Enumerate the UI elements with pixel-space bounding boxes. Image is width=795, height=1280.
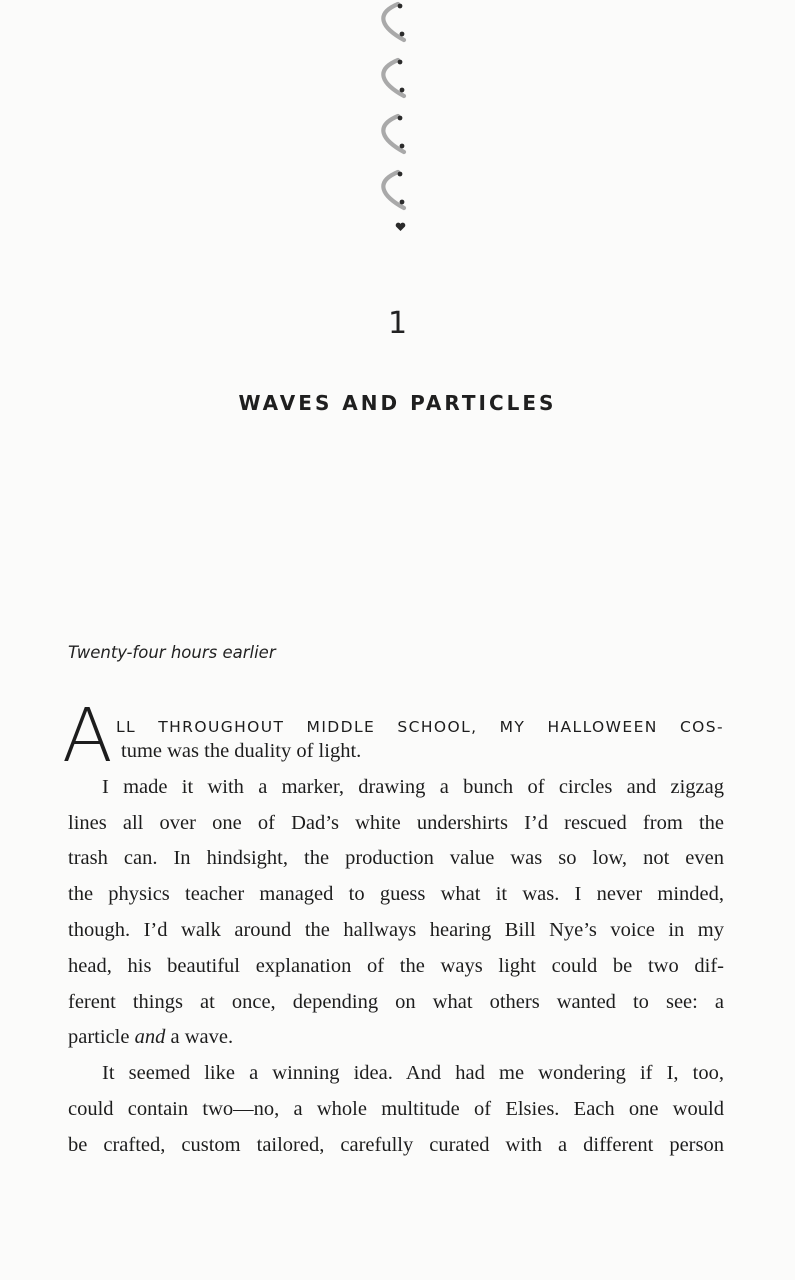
text-line: though. I’d walk around the hallways hearing Bill Nye’s voice in my (68, 918, 724, 941)
text-line: be crafted, custom tailored, carefully curated with a different person (68, 1133, 724, 1156)
paragraph-1 (62, 693, 724, 779)
text-run: particle (68, 1026, 135, 1049)
text-line: lines all over one of Dad’s white undershirts I’d rescued from the (68, 811, 724, 834)
drop-cap: A (62, 693, 113, 779)
paragraph-2 (68, 770, 724, 1056)
scene-time-stamp: Twenty-four hours earlier (68, 643, 276, 662)
text-line: ferent things at once, depending on what others wanted to see: a (68, 990, 724, 1013)
text-line: tume was the duality of light. (121, 740, 362, 762)
small-caps-opening-line: LL THROUGHOUT MIDDLE SCHOOL, MY HALLOWEEN COS- (116, 718, 724, 736)
chapter-number: 1 (387, 306, 408, 341)
text-line: could contain two—no, a whole multitude of Elsies. Each one would (68, 1097, 724, 1120)
text-line (68, 1020, 724, 1056)
chapter-body-text (62, 693, 724, 1164)
text-line: head, his beautiful explanation of the ways light could be two dif- (68, 954, 724, 977)
text-line: I made it with a marker, drawing a bunch of circles and zigzag (102, 775, 724, 798)
emphasis-text: and (134, 1026, 166, 1049)
text-line: It seemed like a winning idea. And had me wondering if I, too, (102, 1062, 724, 1085)
text-line: trash can. In hindsight, the production value was so low, not even (68, 847, 724, 870)
paragraph-3 (68, 1056, 724, 1163)
dotted-spiral-ornament-icon (360, 0, 440, 250)
chapter-title: WAVES AND PARTICLES (238, 391, 557, 415)
text-line: the physics teacher managed to guess what it was. I never minded, (68, 883, 724, 906)
text-run: a wave. (165, 1026, 234, 1049)
